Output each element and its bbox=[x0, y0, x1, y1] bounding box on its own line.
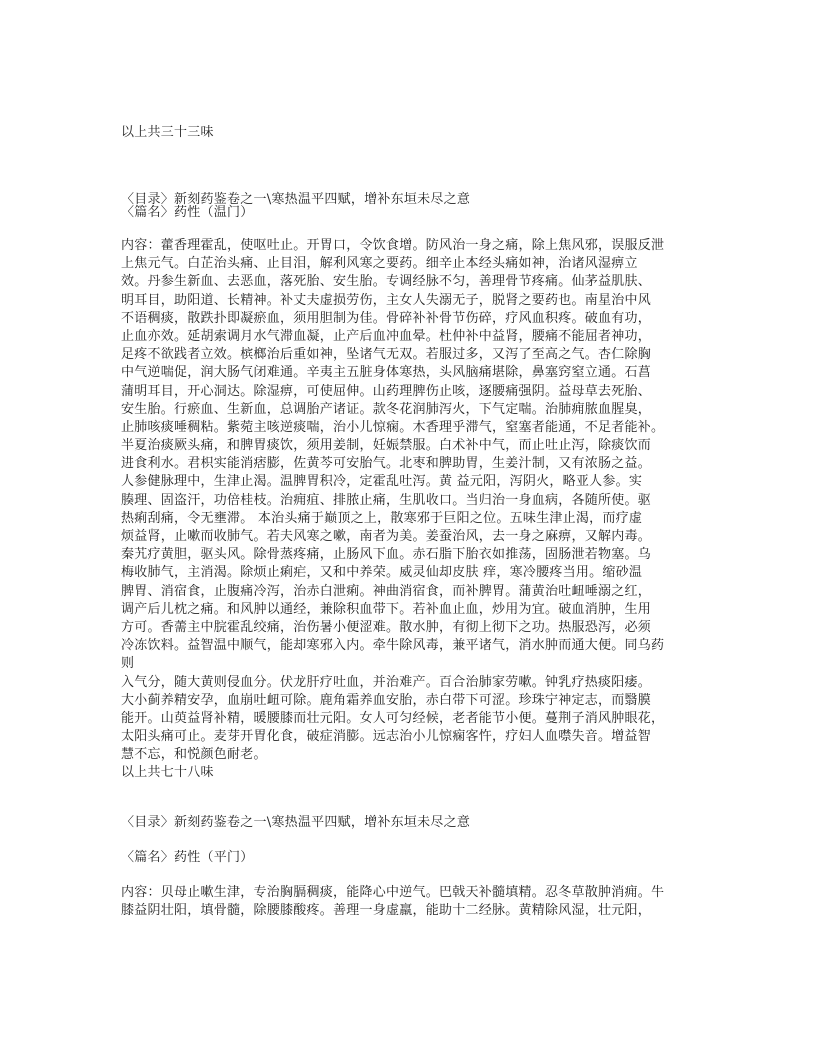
text-line: 梅收肺气，主消渴。除烦止痢疟，又和中养荣。威灵仙却皮肤 痒，寒冷腰疼当用。缩砂温 bbox=[121, 565, 643, 581]
text-line: 上焦元气。白芷治头痛、止目泪，解利风寒之要药。细辛止本经头痛如神，治诸风湿痹立 bbox=[121, 256, 638, 272]
chapter-heading: 〈篇名〉药性（温门） bbox=[121, 205, 254, 220]
section-count-footer: 以上共三十三味 bbox=[121, 125, 214, 140]
catalog-heading: 〈目录〉新刻药鉴卷之一\寒热温平四赋，增补东垣未尽之意 bbox=[121, 192, 471, 207]
text-line: 中气逆喘促，润大肠气闭难通。辛夷主五脏身体寒热，头风脑痛堪除，鼻塞窍窒立通。石菖 bbox=[121, 365, 652, 381]
text-line: 内容：藿香理霍乱，使呕吐止。开胃口，令饮食增。防风治一身之痛，除上焦风邪，误服反泄 bbox=[121, 238, 665, 253]
catalog-heading: 〈目录〉新刻药鉴卷之一\寒热温平四赋，增补东垣未尽之意 bbox=[121, 815, 471, 830]
text-line: 人参健脉理中，生津止渴。温脾胃积冷，定霍乱吐泻。黄 益元阳，泻阴火，略亚人参。实 bbox=[121, 474, 643, 490]
text-line: 进食利水。君枳实能消痞膨，佐黄芩可安胎气。北枣和脾助胃，生姜汁制，又有浓肠之益。 bbox=[121, 456, 652, 472]
text-line: 蒲明耳目，开心洞达。除湿痹，可使屈伸。山药理脾伤止咳，逐腰痛强阴。益母草去死胎、 bbox=[121, 383, 652, 399]
text-line: 脾胃、消宿食，止腹痛冷泻，治赤白泄痢。神曲消宿食，而补脾胃。蒲黄治吐衄唾溺之红， bbox=[121, 583, 652, 599]
text-line: 明耳目，助阳道、长精神。补丈夫虚损劳伤，主女人失溺无子，脱肾之要药也。南星治中风 bbox=[121, 292, 652, 308]
chapter-heading: 〈篇名〉药性（平门） bbox=[121, 850, 254, 865]
text-line: 入气分，随大黄则侵血分。伏龙肝疗吐血，并治难产。百合治肺家劳嗽。钟乳疗热痰阳痿。 bbox=[121, 674, 652, 690]
content-paragraph bbox=[121, 884, 664, 920]
text-line: 冷冻饮料。益智温中顺气，能却寒邪入内。牵牛除风毒，兼平诸气，消水肿而通大便。同乌药 bbox=[121, 638, 665, 654]
text-line: 秦艽疗黄胆，驱头风。除骨蒸疼痛，止肠风下血。赤石脂下胎衣如推荡，固肠泄若物塞。乌 bbox=[121, 547, 652, 563]
text-line: 足疼不欲践者立效。槟榔治后重如神，坠诸气无双。若服过多，又泻了至高之气。杏仁除胸 bbox=[121, 347, 652, 363]
text-line: 止血亦效。延胡索调月水气滞血凝，止产后血冲血晕。杜仲补中益肾，腰痛不能屈者神功， bbox=[121, 328, 652, 344]
text-line: 慧不忘，和悦颜色耐老。 bbox=[121, 747, 267, 763]
text-line: 大小蓟养精安孕，血崩吐衄可除。鹿角霜养血安胎，赤白带下可涩。珍珠宁神定志，而翳膜 bbox=[121, 692, 652, 708]
text-line: 半夏治痰厥头痛，和脾胃痰饮，须用姜制，妊娠禁服。白术补中气，而止吐止泻，除痰饮而 bbox=[121, 438, 652, 454]
text-line: 不语稠痰，散跌扑即凝瘀血，须用胆制为佳。骨碎补补骨节伤碎，疗风血积疼。破血有功， bbox=[121, 310, 652, 326]
section-count-footer: 以上共七十八味 bbox=[121, 765, 214, 781]
text-line: 热痢刮痛，令无壅滞。 本治头痛于巅顶之上，散寒邪于巨阳之位。五味生津止渴，而疗虚 bbox=[121, 510, 643, 526]
text-line: 止肺咳痰唾稠粘。紫菀主咳逆痰喘，治小儿惊痫。木香理乎滞气，窒塞者能通，不足者能补。 bbox=[121, 419, 665, 435]
text-line: 能开。山萸益肾补精，暖腰膝而壮元阳。女人可匀经候，老者能节小便。蔓荆子消风肿眼花， bbox=[121, 710, 665, 726]
text-line: 安生胎。行瘀血、生新血，总调胎产诸证。款冬花润肺泻火，下气定喘。治肺痈脓血腥臭， bbox=[121, 401, 652, 417]
text-line: 调产后儿枕之痛。和风肿以通经，兼除积血带下。若补血止血，炒用为宜。破血消肿，生用 bbox=[121, 601, 652, 617]
text-line: 则 bbox=[121, 656, 135, 672]
text-line: 效。丹参生新血、去恶血，落死胎、安生胎。专调经脉不匀，善理骨节疼痛。仙茅益肌肤、 bbox=[121, 274, 652, 290]
text-line: 烦益肾，止嗽而收肺气。若夫风寒之嗽，南者为美。姜蚕治风，去一身之麻痹，又解内毒。 bbox=[121, 529, 652, 544]
text-line: 内容：贝母止嗽生津，专治胸膈稠痰，能降心中逆气。巴戟天补髓填精。忍冬草散肿消痈。牛 bbox=[121, 885, 665, 900]
text-line: 腠理、固盗汗，功倍桂枝。治痈疽、排脓止痛，生肌收口。当归治一身血病，各随所使。驱 bbox=[121, 492, 652, 508]
text-line: 太阳头痛可止。麦芽开胃化食，破症消膨。远志治小儿惊痫客忤，疗妇人血噤失音。增益智 bbox=[121, 729, 652, 745]
text-line: 膝益阴壮阳，填骨髓，除腰膝酸疼。善理一身虚羸，能助十二经脉。黄精除风湿，壮元阳， bbox=[121, 903, 652, 919]
content-paragraph bbox=[121, 237, 664, 783]
text-line: 方可。香薷主中脘霍乱绞痛，治伤暑小便涩难。散水肿，有彻上彻下之功。热服恐泻，必须 bbox=[121, 619, 652, 635]
